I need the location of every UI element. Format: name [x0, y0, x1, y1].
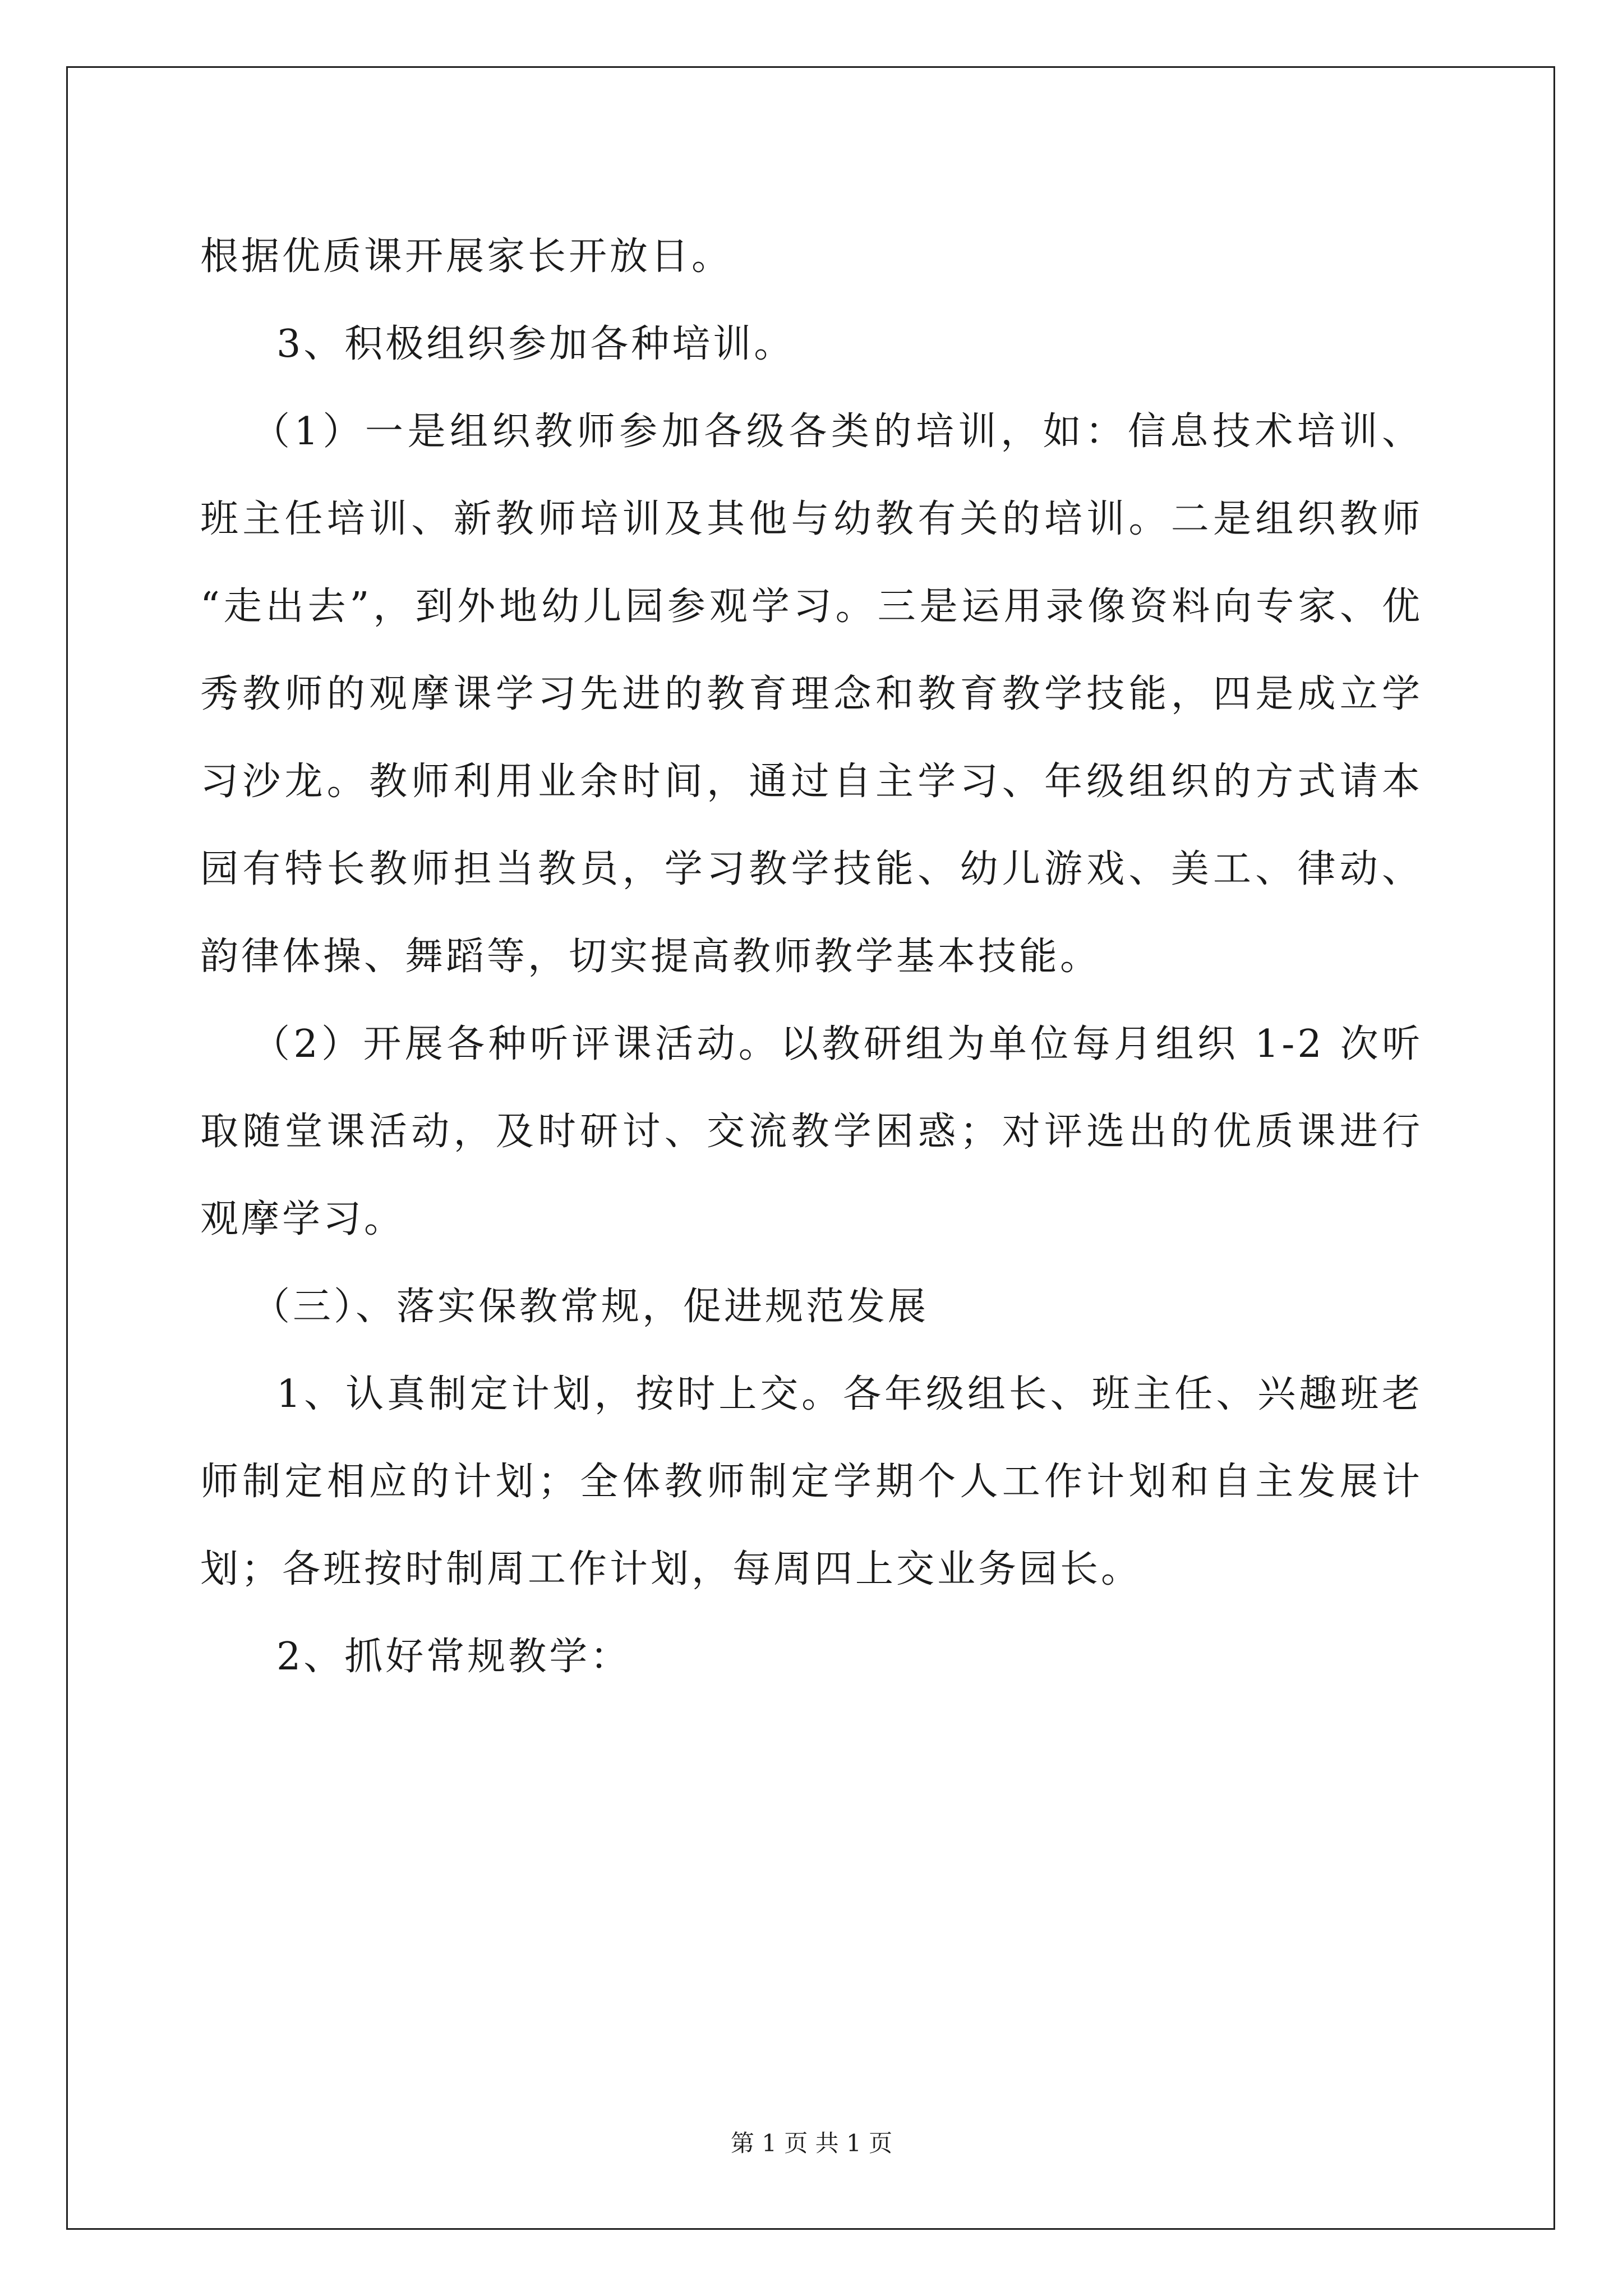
paragraph-4: （2）开展各种听评课活动。以教研组为单位每月组织 1-2 次听取随堂课活动，及时研讨、交流教学困惑；对评选出的优质课进行观摩学习。 — [200, 1022, 1423, 1241]
paragraph-6: 1、认真制定计划，按时上交。各年级组长、班主任、兴趣班老师制定相应的计划；全体教师制定学期个人工作计划和自主发展计划；各班按时制周工作计划，每周四上交业务园长。 — [200, 1372, 1423, 1591]
document-body — [200, 213, 1423, 1701]
page-footer: 第 1 页 共 1 页 — [730, 2129, 893, 2157]
paragraph-1: 根据优质课开展家长开放日。 — [200, 234, 733, 279]
paragraph-3: （1）一是组织教师参加各级各类的培训，如：信息技术培训、班主任培训、新教师培训及其他与幼教有关的培训。二是组织教师 “走出去”，到外地幼儿园参观学习。三是运用录像资料向专家、优秀教师的观摩课学习先进的教育理念和教育教学技能，四是成立学习沙龙。教师利用业余时间，通过自主学习、年级组织的方式请本园有特长教师担当教员，学习教学技能、幼儿游戏、美工、律动、韵律体操、舞蹈等，切实提高教师教学基本技能。 — [200, 409, 1423, 979]
paragraph-5: （三）、落实保教常规，促进规范发展 — [252, 1285, 929, 1329]
paragraph-2: 3、积极组织参加各种培训。 — [276, 322, 795, 366]
paragraph-7: 2、抓好常规教学： — [276, 1635, 631, 1679]
